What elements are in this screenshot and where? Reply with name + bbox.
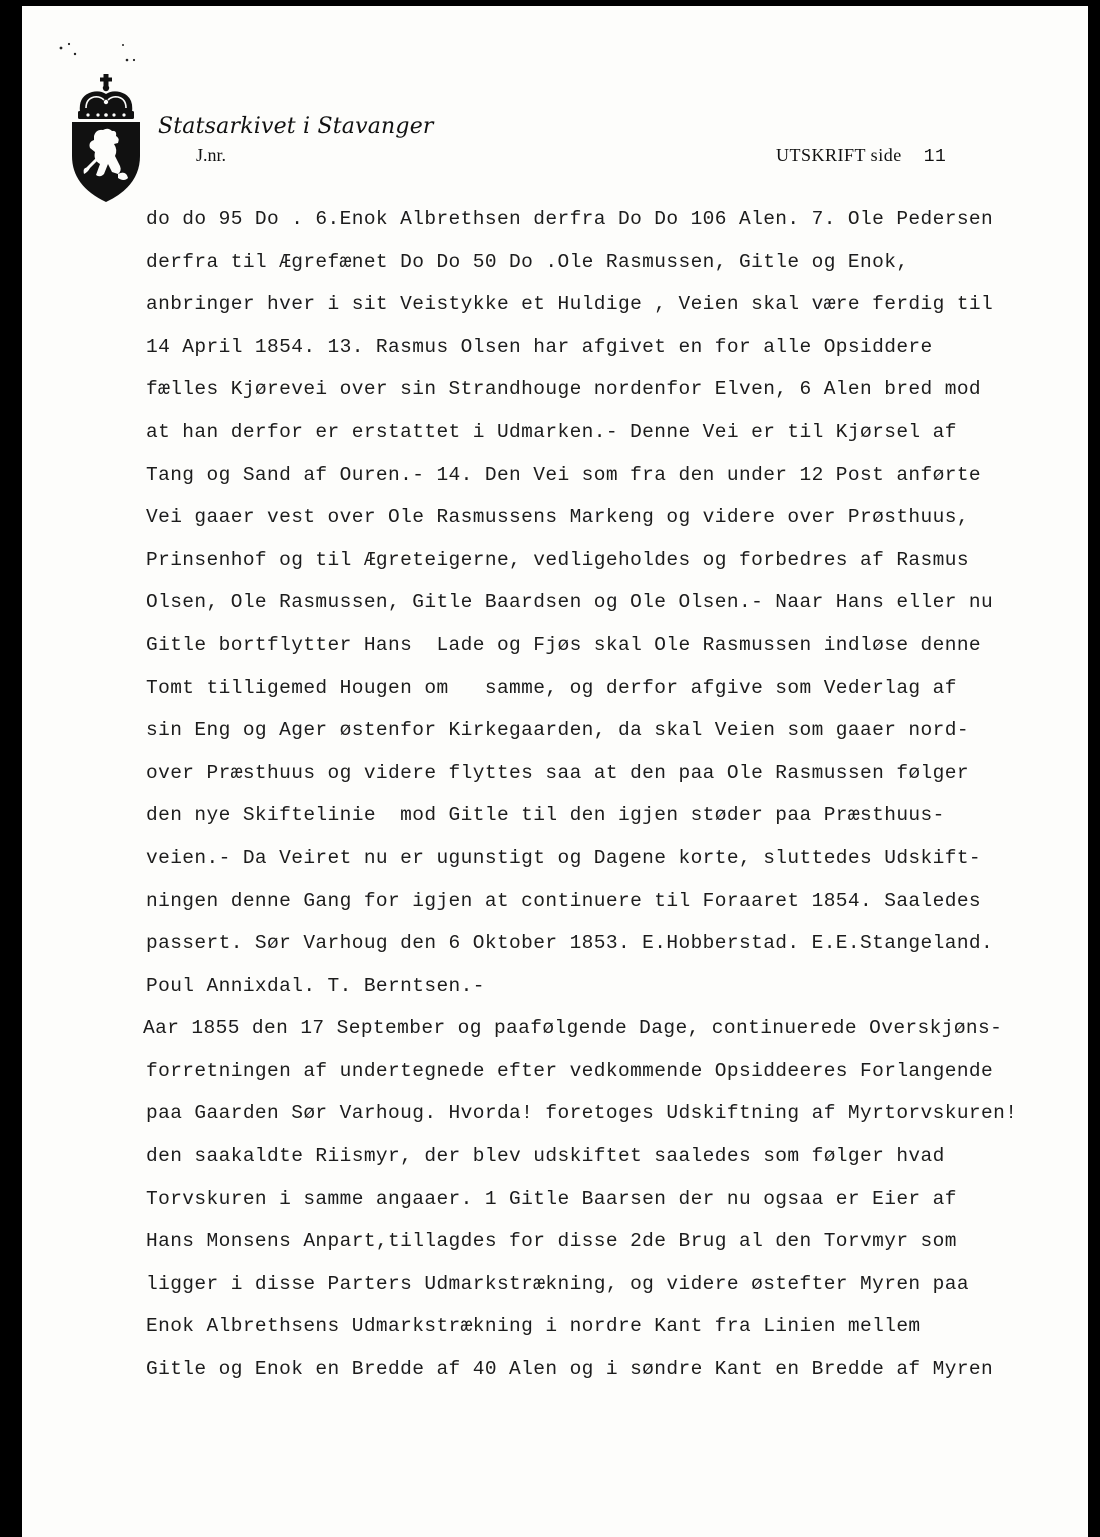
text-line: paa Gaarden Sør Varhoug. Hvorda! foretoges Udskiftning af Myrtorvskuren! [146,1102,1018,1125]
text-line: Enok Albrethsens Udmarkstrækning i nordre Kant fra Linien mellem [146,1315,921,1338]
journal-number-label: J.nr. [196,145,227,165]
text-line: Torvskuren i samme angaaer. 1 Gitle Baarsen der nu ogsaa er Eier af [146,1187,957,1210]
text-line: fælles Kjørevei over sin Strandhouge nordenfor Elven, 6 Alen bred mod [146,378,982,401]
text-line: sin Eng og Ager østenfor Kirkegaarden, da skal Veien som gaaer nord- [146,719,969,742]
text-line: at han derfor er erstattet i Udmarken.- Denne Vei er til Kjørsel af [146,420,957,443]
text-line: derfra til Ægrefænet Do Do 50 Do .Ole Rasmussen, Gitle og Enok, [146,250,909,273]
text-line: 14 April 1854. 13. Rasmus Olsen har afgivet en for alle Opsiddere [146,335,933,358]
text-line: den saakaldte Riismyr, der blev udskiftet saaledes som følger hvad [146,1145,945,1168]
scan-border-right [1088,0,1100,1537]
text-line: veien.- Da Veiret nu er ugunstigt og Dagene korte, sluttedes Udskift- [146,846,982,869]
text-line: Prinsenhof og til Ægreteigerne, vedligeholdes og forbedres af Rasmus [146,548,969,571]
text-line: Olsen, Ole Rasmussen, Gitle Baardsen og Ole Olsen.- Naar Hans eller nu [146,591,994,614]
text-line: passert. Sør Varhoug den 6 Oktober 1853. E.Hobberstad. E.E.Stangeland. [146,932,994,955]
text-line: Tomt tilligemed Hougen om samme, og derfor afgive som Vederlag af [146,676,957,699]
text-line: ningen denne Gang for igjen at continuere til Foraaret 1854. Saaledes [146,889,982,912]
transcript-body [143,198,1046,1391]
text-line: Vei gaaer vest over Ole Rasmussens Markeng og videre over Prøsthuus, [146,506,969,529]
text-line: Gitle bortflytter Hans Lade og Fjøs skal Ole Rasmussen indløse denne [146,633,982,656]
text-line: anbringer hver i sit Veistykke et Huldige , Veien skal være ferdig til [146,293,994,316]
printout-label: UTSKRIFT side [776,145,902,165]
scan-border-top [0,0,1100,6]
text-line: Aar 1855 den 17 September og paafølgende Dage, continuerede Overskjøns- [143,1017,1003,1040]
text-line: do do 95 Do . 6.Enok Albrethsen derfra Do Do 106 Alen. 7. Ole Pedersen [146,208,994,230]
archive-name: Statsarkivet i Stavanger [158,114,434,139]
scan-specks [55,42,145,72]
text-line: Tang og Sand af Ouren.- 14. Den Vei som fra den under 12 Post anførte [146,463,982,486]
text-line: over Præsthuus og videre flyttes saa at den paa Ole Rasmussen følger [146,761,969,784]
text-line: ligger i disse Parters Udmarkstrækning, og videre østefter Myren paa [146,1272,969,1295]
scan-border-left [0,0,22,1537]
text-line: forretningen af undertegnede efter vedkommende Opsiddeeres Forlangende [146,1059,994,1082]
coat-of-arms-icon [68,74,144,204]
text-line: Gitle og Enok en Bredde af 40 Alen og i søndre Kant en Bredde af Myren [146,1358,994,1381]
text-line: Hans Monsens Anpart,tillagdes for disse 2de Brug al den Torvmyr som [146,1230,957,1253]
text-line: den nye Skiftelinie mod Gitle til den igjen støder paa Præsthuus- [146,804,945,827]
text-line: Poul Annixdal. T. Berntsen.- [146,974,485,997]
page-number: 11 [923,147,947,167]
printout-page-header [776,145,946,167]
